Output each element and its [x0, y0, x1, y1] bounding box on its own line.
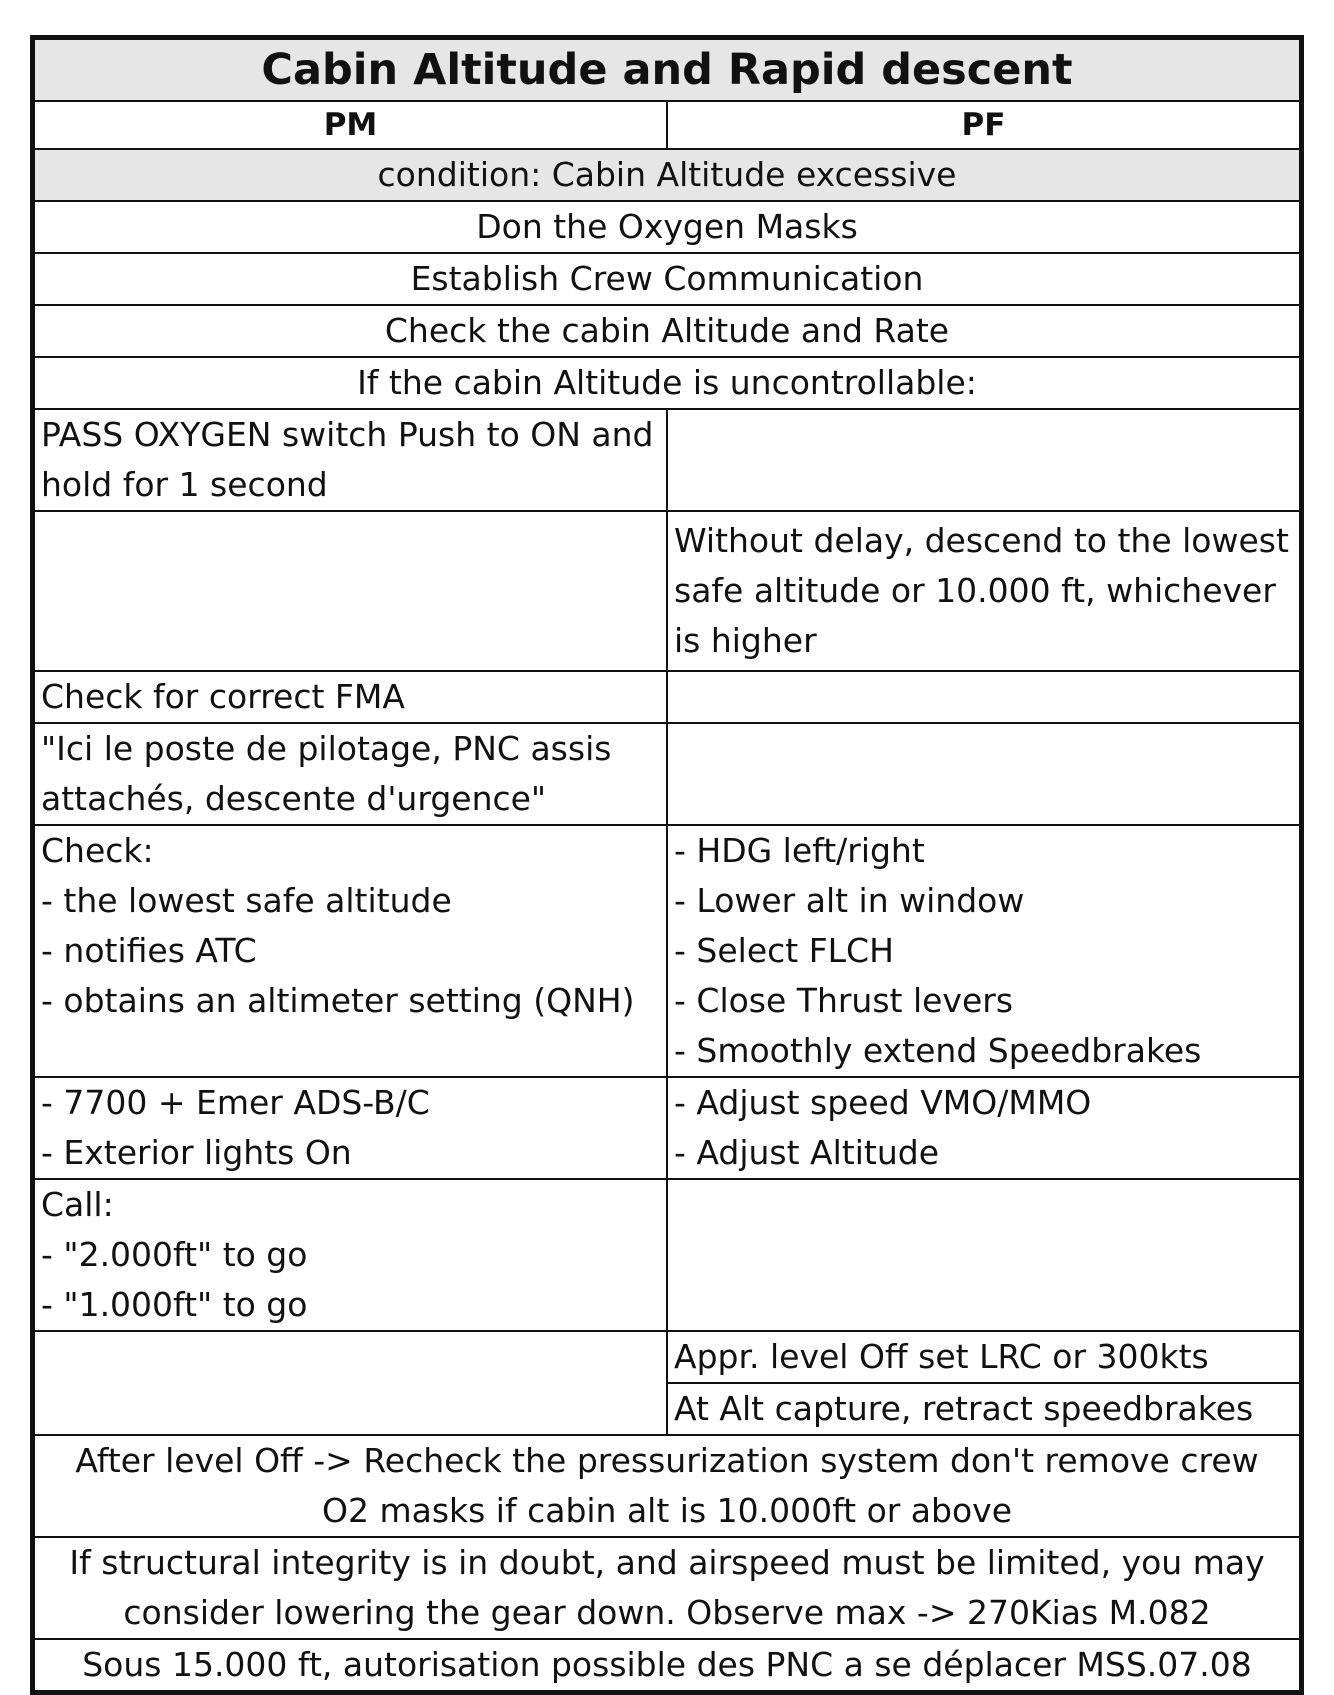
pf-level-off-cell: [667, 1331, 1302, 1383]
note-row: If structural integrity is in doubt, and airspeed must be limited, you may consider lowering the gear down. Observe max -> 270Kias M.082: [33, 1537, 1302, 1639]
note-row: After level Off -> Recheck the pressurization system don't remove crew O2 masks if cabin alt is 10.000ft or above: [33, 1435, 1302, 1537]
pm-call-line: - "2.000ft" to go: [41, 1235, 308, 1274]
pm-pass-oxygen-text: PASS OXYGEN switch Push to ON and hold for 1 second: [41, 415, 654, 504]
pf-check-line: - Smoothly extend Speedbrakes: [674, 1031, 1202, 1070]
pf-speed-line: - Adjust speed VMO/MMO: [674, 1083, 1092, 1122]
pf-speed-cell: [667, 1077, 1302, 1179]
pf-descend-text: Without delay, descend to the lowest safe altitude or 10.000 ft, whichever is higher: [674, 521, 1289, 660]
step-row: Check the cabin Altitude and Rate: [33, 305, 1302, 357]
condition-row: condition: Cabin Altitude excessive: [33, 149, 1302, 201]
column-header-pf: PF: [667, 101, 1302, 149]
pm-transponder-cell: [33, 1077, 668, 1179]
pf-check-line: - HDG left/right: [674, 831, 925, 870]
note-row: Sous 15.000 ft, autorisation possible des PNC a se déplacer MSS.07.08: [33, 1639, 1302, 1693]
pf-speed-line: - Adjust Altitude: [674, 1133, 939, 1172]
pm-empty-cell: [33, 511, 668, 671]
column-header-pm: PM: [33, 101, 668, 149]
pf-check-line: - Select FLCH: [674, 931, 894, 970]
pm-announce-cell: [33, 723, 668, 825]
pf-check-cell: [667, 825, 1302, 1077]
pm-call-cell: [33, 1179, 668, 1331]
pf-empty-cell: [667, 1179, 1302, 1331]
pm-announce-text: "Ici le poste de pilotage, PNC assis attachés, descente d'urgence": [41, 729, 612, 818]
pf-empty-cell: [667, 723, 1302, 825]
pm-fma-text: Check for correct FMA: [41, 677, 405, 716]
pm-call-line: - "1.000ft" to go: [41, 1285, 308, 1324]
pf-level-off-text: Appr. level Off set LRC or 300kts: [674, 1337, 1209, 1376]
step-row: If the cabin Altitude is uncontrollable:: [33, 357, 1302, 409]
pm-check-line: - notifies ATC: [41, 931, 257, 970]
pf-empty-cell: [667, 671, 1302, 723]
pf-empty-cell: [667, 409, 1302, 511]
pm-fma-cell: [33, 671, 668, 723]
pm-call-line: Call:: [41, 1185, 114, 1224]
pm-empty-cell: [33, 1331, 668, 1435]
step-row: Establish Crew Communication: [33, 253, 1302, 305]
pf-descend-cell: [667, 511, 1302, 671]
pf-alt-capture-cell: [667, 1383, 1302, 1435]
pm-check-line: - the lowest safe altitude: [41, 881, 452, 920]
pm-check-line: Check:: [41, 831, 154, 870]
step-row: Don the Oxygen Masks: [33, 201, 1302, 253]
pm-check-line: - obtains an altimeter setting (QNH): [41, 981, 635, 1020]
pm-transponder-line: - Exterior lights On: [41, 1133, 352, 1172]
pf-check-line: - Close Thrust levers: [674, 981, 1014, 1020]
pm-transponder-line: - 7700 + Emer ADS-B/C: [41, 1083, 430, 1122]
checklist-table: [30, 35, 1304, 1695]
pm-check-cell: [33, 825, 668, 1077]
pm-pass-oxygen-cell: [33, 409, 668, 511]
pf-check-line: - Lower alt in window: [674, 881, 1025, 920]
pf-alt-capture-text: At Alt capture, retract speedbrakes: [674, 1389, 1254, 1428]
checklist-title: Cabin Altitude and Rapid descent: [33, 38, 1302, 102]
